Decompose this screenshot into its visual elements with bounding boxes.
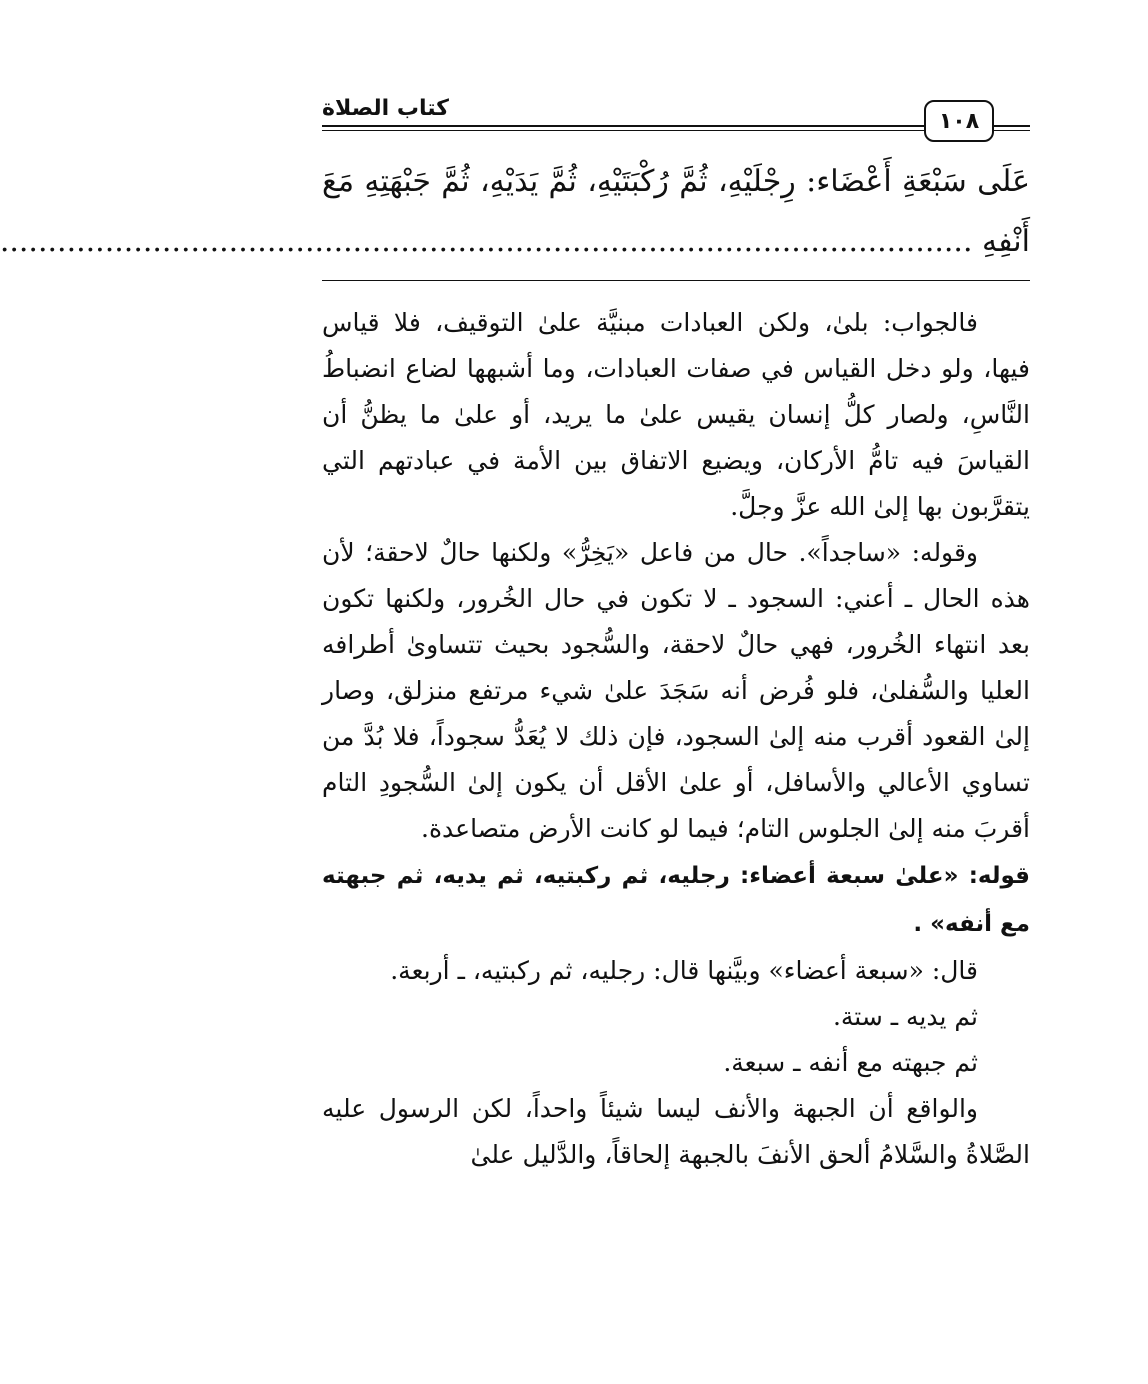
running-header [322, 90, 1030, 140]
matn-heading [322, 852, 1030, 948]
paragraph-sajidan: وقوله: «ساجداً». حال من فاعل «يَخِرُّ» ولكنها حالٌ لاحقة؛ لأن هذه الحال ـ أعني: السجود ـ لا تكون في حال الخُرور، ولكنها تكون بعد انتهاء الخُرور، فهي حالٌ لاحقة، والسُّجود بحيث تتساوىٰ أطرافه العليا والسُّفلىٰ، فلو فُرض أنه سَجَدَ علىٰ شيء مرتفع منزلق، وصار إلىٰ القعود أقرب منه إلىٰ السجود، فإن ذلك لا يُعَدُّ سجوداً، فلا بُدَّ من تساوي الأعالي والأسافل، أو علىٰ الأقل أن يكون إلىٰ السُّجودِ التام أقربَ منه إلىٰ الجلوس التام؛ فيما لو كانت الأرض متصاعدة. [322, 538, 1030, 843]
line-hands: ثم يديه ـ ستة. [832, 1002, 978, 1031]
paragraph-answer: فالجواب: بلىٰ، ولكن العبادات مبنيَّة علىٰ التوقيف، فلا قياس فيها، ولو دخل القياس في صفات العبادات، وما أشبهها لضاع انضباطُ النَّاسِ، ولصار كلُّ إنسان يقيس علىٰ ما يريد، أو علىٰ ما يظنُّ أن القياسَ فيه تامُّ الأركان، ويضيع الاتفاق بين الأمة في عبادتهم التي يتقرَّبون بها إلىٰ الله عزَّ وجلَّ. [322, 308, 1030, 521]
heading-label: قوله: [968, 863, 1030, 889]
paragraph-seven-limbs: قال: «سبعة أعضاء» وبيَّنها قال: رجليه، ثم ركبتيه، ـ أربعة. [390, 956, 978, 985]
book-page [0, 90, 1030, 1340]
matn-quote: عَلَى سَبْعَةِ أَعْضَاء: رِجْلَيْهِ، ثُمَّ رُكْبَتَيْهِ، ثُمَّ يَدَيْهِ، ثُمَّ جَبْهَتِهِ مَعَ أَنْفِهِ [322, 164, 1030, 259]
matn-dots: ...................................................................................................... [0, 224, 973, 259]
matn-text [0, 152, 1030, 272]
commentary-body [322, 300, 1030, 1178]
paragraph-forehead-nose: والواقع أن الجبهة والأنف ليسا شيئاً واحداً، لكن الرسول عليه الصَّلاةُ والسَّلامُ ألحق الأنفَ بالجبهة إلحاقاً، والدَّليل علىٰ [322, 1094, 1030, 1169]
heading-quote: «علىٰ سبعة أعضاء: رجليه، ثم ركبتيه، ثم يديه، ثم جبهته مع أنفه» . [322, 863, 1030, 937]
line-forehead: ثم جبهته مع أنفه ـ سبعة. [723, 1048, 978, 1077]
matn-separator-rule [322, 280, 1030, 281]
chapter-title: كتاب الصلاة [322, 96, 449, 121]
page-number: ١٠٨ [924, 100, 994, 142]
